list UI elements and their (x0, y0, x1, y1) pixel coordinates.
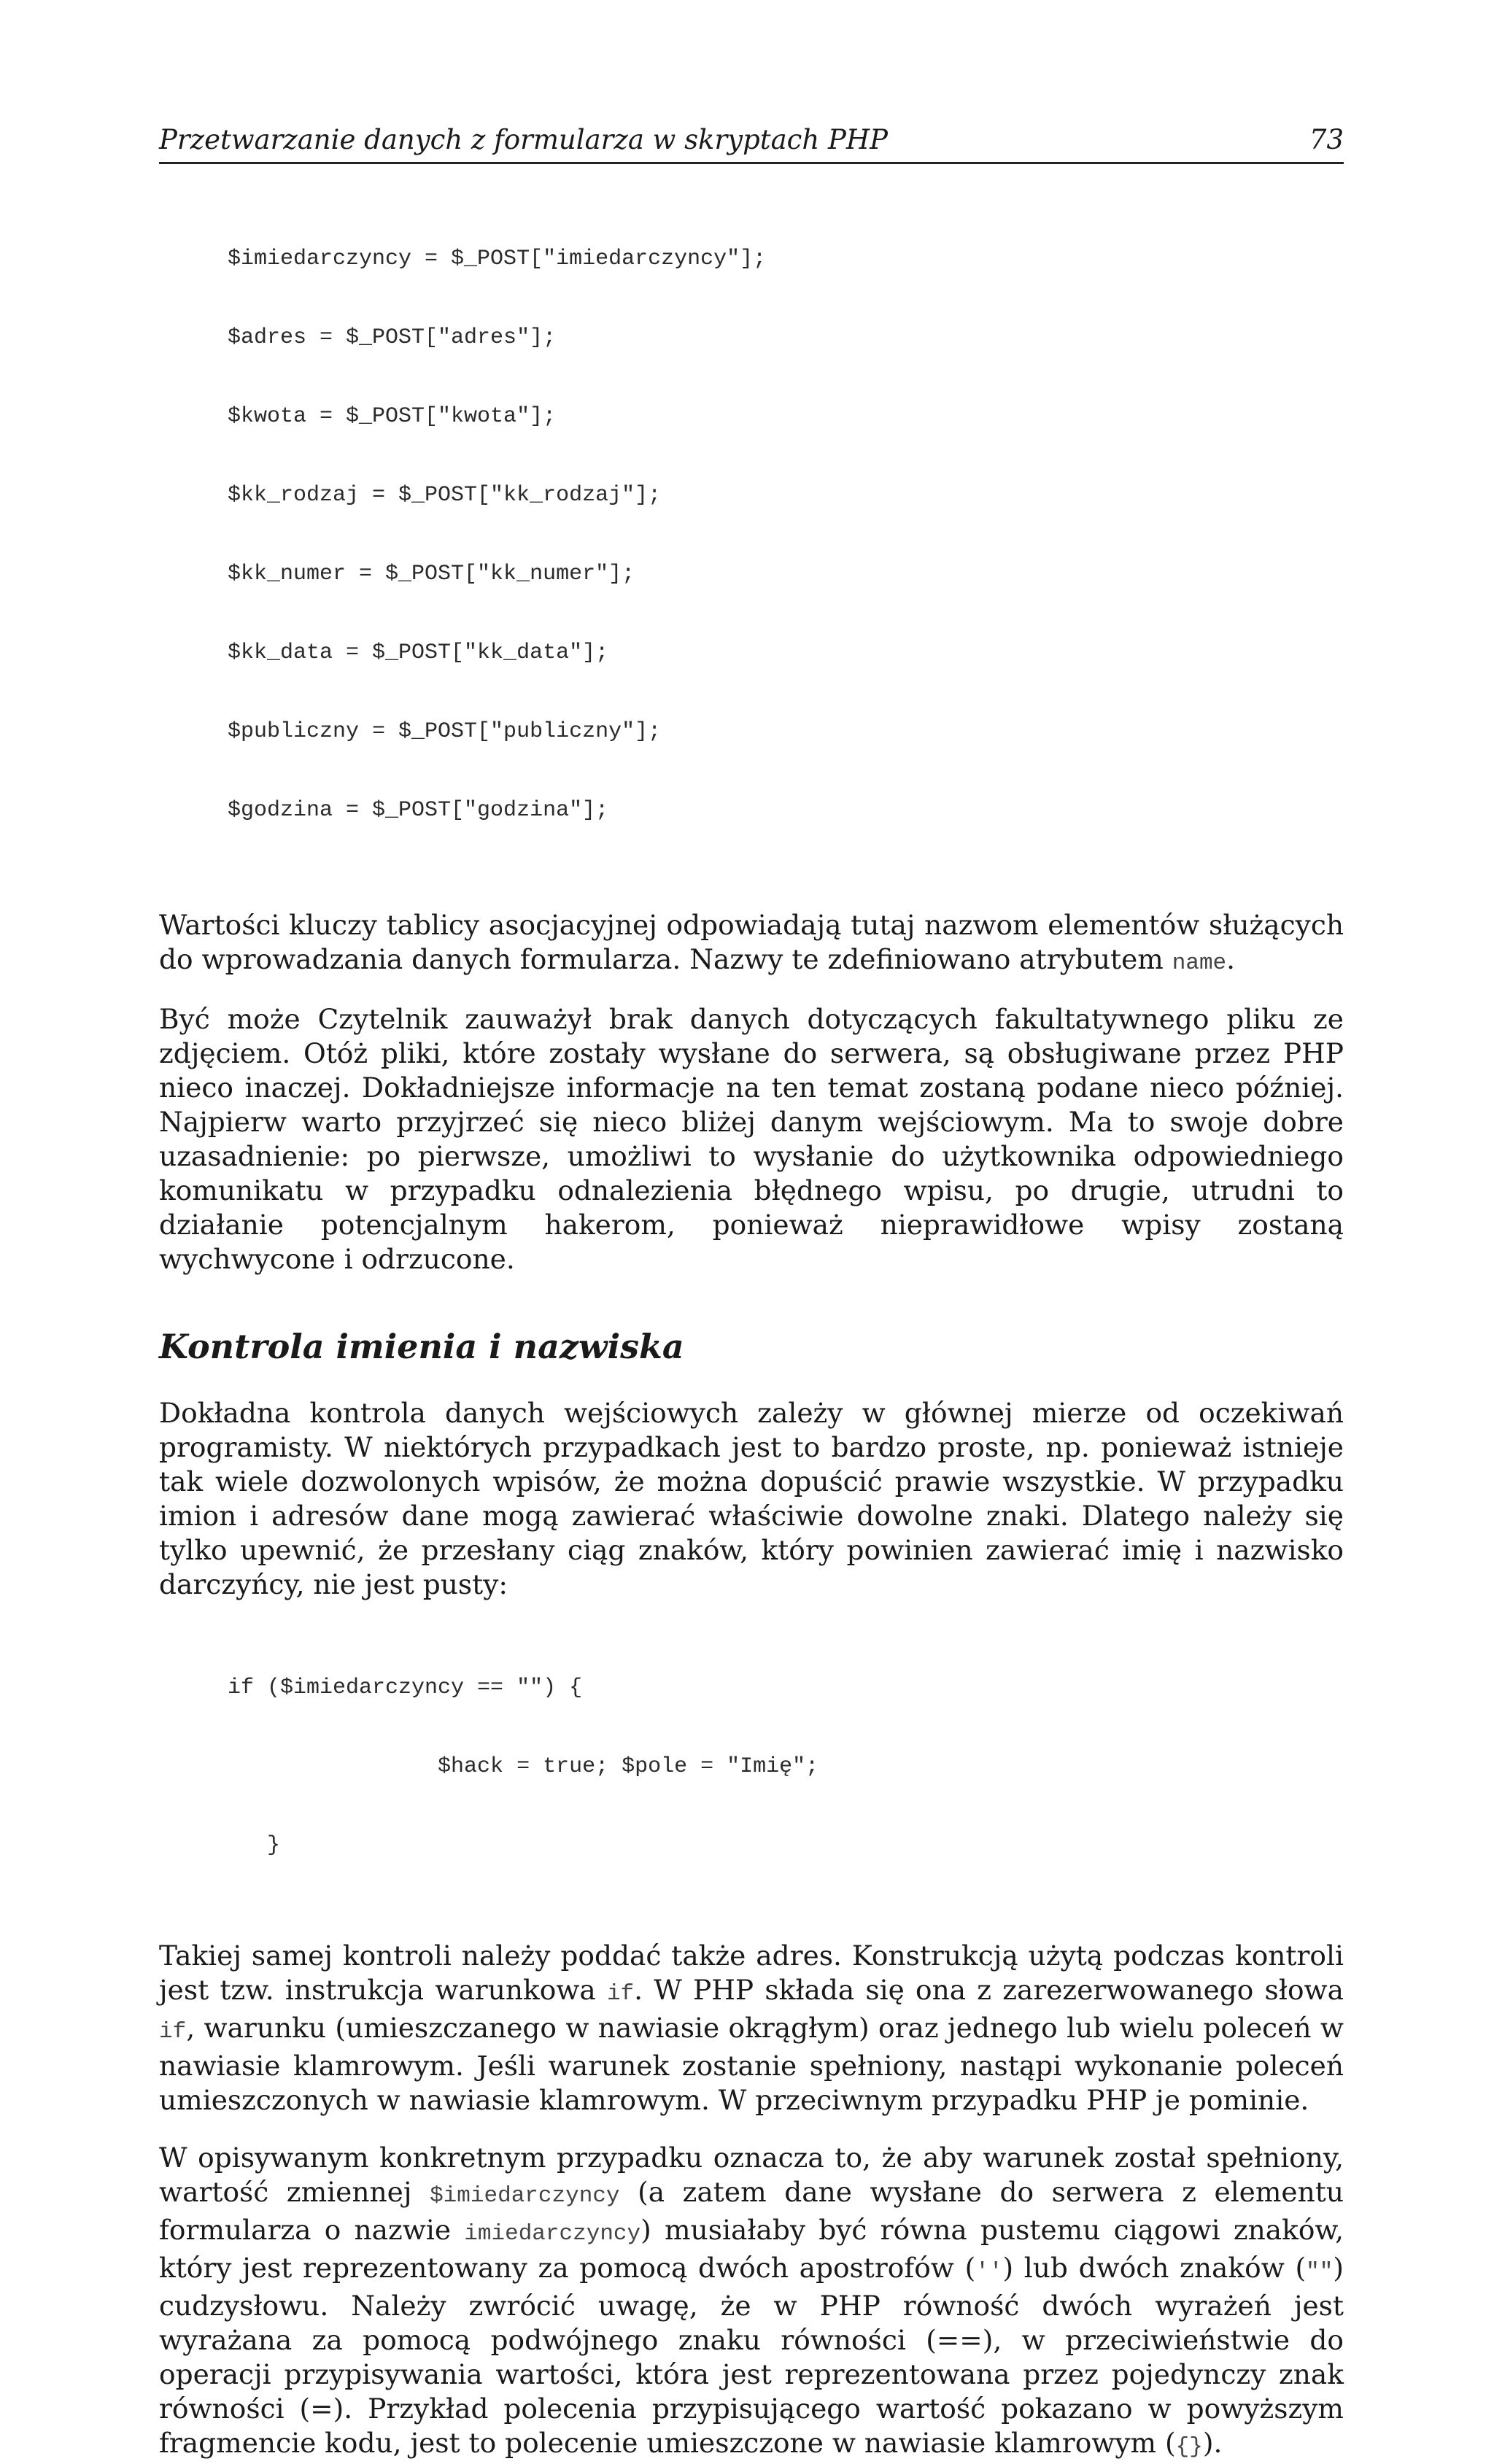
code-line: $publiczny = $_POST["publiczny"]; (228, 719, 662, 744)
code-line: $kk_rodzaj = $_POST["kk_rodzaj"]; (228, 483, 662, 508)
book-page (159, 124, 1344, 2464)
running-header (159, 124, 1344, 164)
paragraph-equality-explanation: W opisywanym konkretnym przypadku oznacza to, że aby warunek został spełniony, wartość zmiennej $imiedarczyncy (a zatem dane wysłane do serwera z elementu formularza o nazwie imiedarczyncy) musiałaby być równa pustemu ciągowi znaków, który jest reprezentowany za pomocą dwóch apostrofów ('') lub dwóch znaków ("") cudzysłowu. Należy zwrócić uwagę, że w PHP równość dwóch wyrażeń jest wyrażana za pomocą podwójnego znaku równości (==), w przeciwieństwie do operacji przypisywania wartości, która jest reprezentowana przez pojedynczy znak równości (=). Przykład polecenia przypisującego wartość pokazano w powyższym fragmencie kodu, jest to polecenie umieszczone w nawiasie klamrowym ({}). (159, 2142, 1344, 2460)
header-title: Przetwarzanie danych z formularza w skryptach PHP (159, 124, 889, 155)
paragraph-file-upload-note: Być może Czytelnik zauważył brak danych dotyczących fakultatywnego pliku ze zdjęciem. Otóż pliki, które zostały wysłane do serwera, są obsługiwane przez PHP nieco inaczej. Dokładniejsze informacje na ten temat zostaną podane nieco później. Najpierw warto przyjrzeć się nieco bliżej danym wejściowym. Ma to swoje dobre uzasadnienie: po pierwsze, umożliwi to wysłanie do użytkownika odpowiedniego komunikatu w przypadku odnalezienia błędnego wpisu, po drugie, utrudni to działanie potencjalnym hakerom, ponieważ nieprawidłowe wpisy zostaną wychwycone i odrzucone. (159, 1003, 1344, 1275)
inline-code-quotes: "" (1306, 2259, 1334, 2285)
code-line: if ($imiedarczyncy == "") { (228, 1675, 583, 1700)
code-line: $kk_data = $_POST["kk_data"]; (228, 640, 609, 665)
paragraph-array-keys: Wartości kluczy tablicy asocjacyjnej odpowiadają tutaj nazwom elementów służących do wprowadzania danych formularza. Nazwy te zdefiniowano atrybutem name. (159, 909, 1344, 976)
inline-code-name: name (1172, 950, 1227, 976)
page-number: 73 (1309, 124, 1344, 155)
code-line: $kwota = $_POST["kwota"]; (228, 404, 557, 429)
inline-code-field-name: imiedarczyncy (464, 2221, 641, 2247)
inline-code-braces: {} (1175, 2434, 1203, 2460)
code-line: $godzina = $_POST["godzina"]; (228, 798, 609, 823)
code-line: $kk_numer = $_POST["kk_numer"]; (228, 562, 635, 586)
inline-code-apostrophes: '' (975, 2259, 1003, 2285)
paragraph-if-statement: Takiej samej kontroli należy poddać także adres. Konstrukcją użytą podczas kontroli jest tzw. instrukcja warunkowa if. W PHP składa się ona z zarezerwowanego słowa if, warunku (umieszczanego w nawiasie okrągłym) oraz jednego lub wielu poleceń w nawiasie klamrowym. Jeśli warunek zostanie spełniony, nastąpi wykonanie poleceń umieszczonych w nawiasie klamrowym. W przeciwnym przypadku PHP je pominie. (159, 1940, 1344, 2116)
code-block-if-check (228, 1622, 1344, 1911)
inline-code-variable: $imiedarczyncy (430, 2183, 620, 2209)
code-block-post-assignments (228, 193, 1344, 876)
code-line: $hack = true; $pole = "Imię"; (228, 1754, 819, 1779)
section-heading: Kontrola imienia i nazwiska (159, 1327, 684, 1366)
code-line: } (228, 1833, 281, 1858)
code-line: $adres = $_POST["adres"]; (228, 325, 557, 350)
inline-code-if: if (606, 1981, 635, 2007)
code-line: $imiedarczyncy = $_POST["imiedarczyncy"]; (228, 247, 767, 271)
inline-code-if: if (159, 2019, 187, 2045)
paragraph-input-validation: Dokładna kontrola danych wejściowych zależy w głównej mierze od oczekiwań programisty. W niektórych przypadkach jest to bardzo proste, np. ponieważ istnieje tak wiele dozwolonych wpisów, że można dopuścić prawie wszystkie. W przypadku imion i adresów dane mogą zawierać właściwie dowolne znaki. Dlatego należy się tylko upewnić, że przesłany ciąg znaków, który powinien zawierać imię i nazwisko darczyńcy, nie jest pusty: (159, 1397, 1344, 1600)
